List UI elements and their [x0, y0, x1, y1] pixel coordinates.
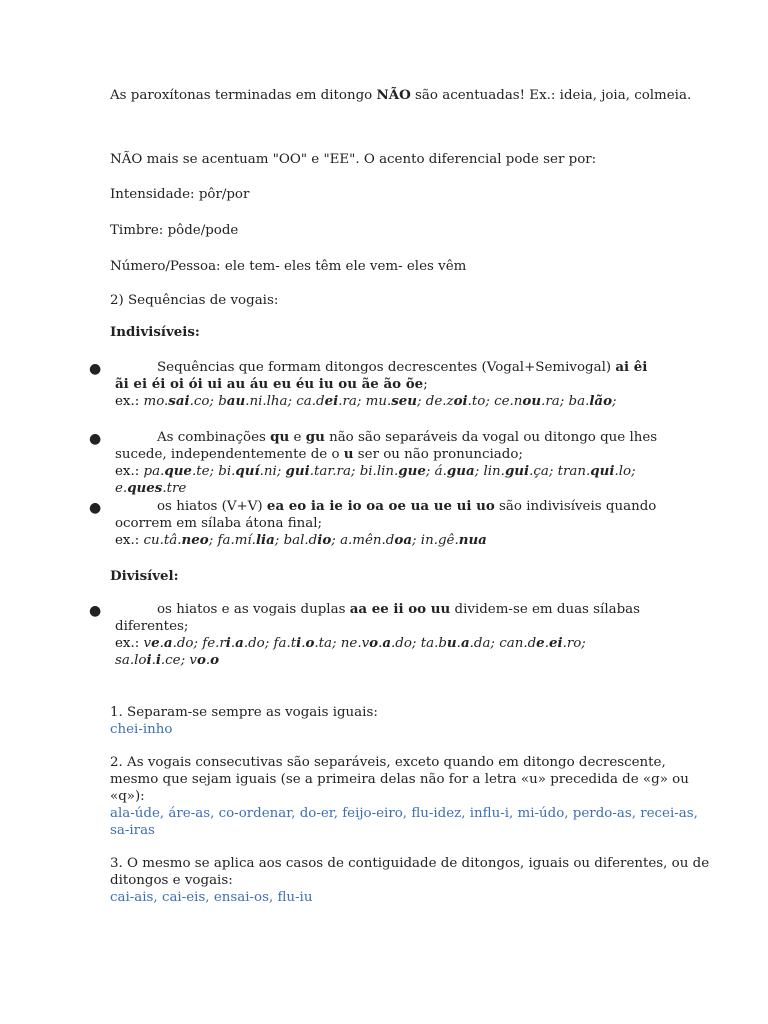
heading-sequencias: 2) Sequências de vogais: [110, 293, 279, 308]
example-word: ca.dei.ra; [296, 393, 366, 409]
bullet-icon: ● [89, 431, 102, 447]
paragraph-acento-diferencial: NÃO mais se acentuam "OO" e "EE". O acento diferencial pode ser por: [110, 152, 597, 167]
example-word: lin.gui.ça; [483, 463, 558, 479]
heading-indivisiveis: Indivisíveis: [110, 324, 200, 340]
example-word: ne.vo.a.do; [340, 635, 421, 651]
example-word: á.gua; [434, 463, 484, 479]
rule-2-examples: ala-úde, áre-as, co-ordenar, do-er, feijo-eiro, flu-idez, influ-i, mi-údo, perdo-as, recei-as, [110, 806, 698, 821]
example-word: mo.sai.co; [143, 393, 219, 409]
paragraph-intensidade: Intensidade: pôr/por [110, 187, 250, 202]
rule-3-examples: cai-ais, cai-eis, ensai-os, flu-iu [110, 890, 313, 905]
example-word: a.mên.doa; [340, 532, 421, 548]
bullet-item-vogais-duplas: os hiatos e as vogais duplas aa ee ii oo uu dividem-se em duas sílabas diferentes; ex.: ve.a.do; fe.ri.a.do; fa.ti.o.ta; ne.vo.a.do; ta.bu.a.da; can.de.ei.ro; sa.loi.i.ce; vo.o [115, 601, 641, 668]
bullet-icon: ● [89, 361, 102, 377]
example-word: sa.loi.i.ce; [115, 652, 190, 668]
example-list [144, 533, 487, 548]
example-word: cu.tâ.neo; [143, 532, 218, 548]
example-word: tran.qui.lo; [557, 463, 636, 479]
rule-2-line-3: «q»): [110, 789, 145, 804]
rule-2-examples-cont: sa-iras [110, 823, 155, 838]
rule-3-line-2: ditongos e vogais: [110, 873, 233, 888]
example-word: mu.seu; [365, 393, 426, 409]
example-word: fa.mí.lia; [217, 532, 284, 548]
example-word: vo.o [189, 652, 220, 668]
rule-1-example: chei-inho [110, 722, 173, 737]
example-word: fe.ri.a.do; [202, 635, 274, 651]
example-word: ve.a.do; [143, 635, 203, 651]
example-word: ce.nou.ra; [494, 393, 569, 409]
example-word: pa.que.te; [143, 463, 219, 479]
example-word: fa.ti.o.ta; [273, 635, 341, 651]
bullet-icon: ● [89, 500, 102, 516]
example-word: ta.bu.a.da; [420, 635, 500, 651]
bullet-item-qu-gu: As combinações qu e gu não são separáveis da vogal ou ditongo que lhes sucede, independentemente de o u ser ou não pronunciado; ex.: pa.que.te; bi.quí.ni; gui.tar.ra; bi.lin.gue; á.gua; lin.gui.ça; tran.qui.lo; e.ques.tre [115, 429, 658, 496]
example-list [144, 394, 617, 409]
example-word: can.de.ei.ro; [499, 635, 586, 651]
paragraph-timbre: Timbre: pôde/pode [110, 223, 239, 238]
bullet-item-ditongos: Sequências que formam ditongos decrescentes (Vogal+Semivogal) ai êi ãi ei éi oi ói ui au áu eu éu iu ou ãe ão õe; ex.: mo.sai.co; bau.ni.lha; ca.dei.ra; mu.seu; de.zoi.to; ce.nou.ra; ba.lão; [115, 359, 648, 409]
example-word: bal.dio; [283, 532, 341, 548]
example-word: bi.lin.gue; [359, 463, 435, 479]
bullet-icon: ● [89, 603, 102, 619]
heading-divisivel: Divisível: [110, 568, 179, 584]
rule-3-line-1: 3. O mesmo se aplica aos casos de contiguidade de ditongos, iguais ou diferentes, ou de [110, 856, 710, 871]
example-word: de.zoi.to; [425, 393, 495, 409]
bullet-item-hiatos-atonos: os hiatos (V+V) ea eo ia ie io oa oe ua ue ui uo são indivisíveis quando ocorrem em sílaba átona final; ex.: cu.tâ.neo; fa.mí.lia; bal.dio; a.mên.doa; in.gê.nua [115, 498, 657, 548]
rule-2-line-2: mesmo que sejam iguais (se a primeira delas não for a letra «u» precedida de «g» ou [110, 772, 689, 787]
example-word: gui.tar.ra; [285, 463, 360, 479]
example-word: in.gê.nua [420, 532, 487, 548]
paragraph-numero-pessoa: Número/Pessoa: ele tem- eles têm ele vem- eles vêm [110, 259, 467, 274]
example-word: ba.lão; [568, 393, 617, 409]
example-word: bi.quí.ni; [218, 463, 286, 479]
example-list [115, 464, 636, 496]
rule-2-line-1: 2. As vogais consecutivas são separáveis, exceto quando em ditongo decrescente, [110, 755, 666, 770]
example-list [115, 636, 586, 668]
rule-1-title: 1. Separam-se sempre as vogais iguais: [110, 705, 378, 720]
paragraph-paroxitonas: As paroxítonas terminadas em ditongo NÃO são acentuadas! Ex.: ideia, joia, colmeia. [110, 87, 692, 103]
example-word: bau.ni.lha; [218, 393, 297, 409]
example-word: e.ques.tre [115, 480, 187, 496]
